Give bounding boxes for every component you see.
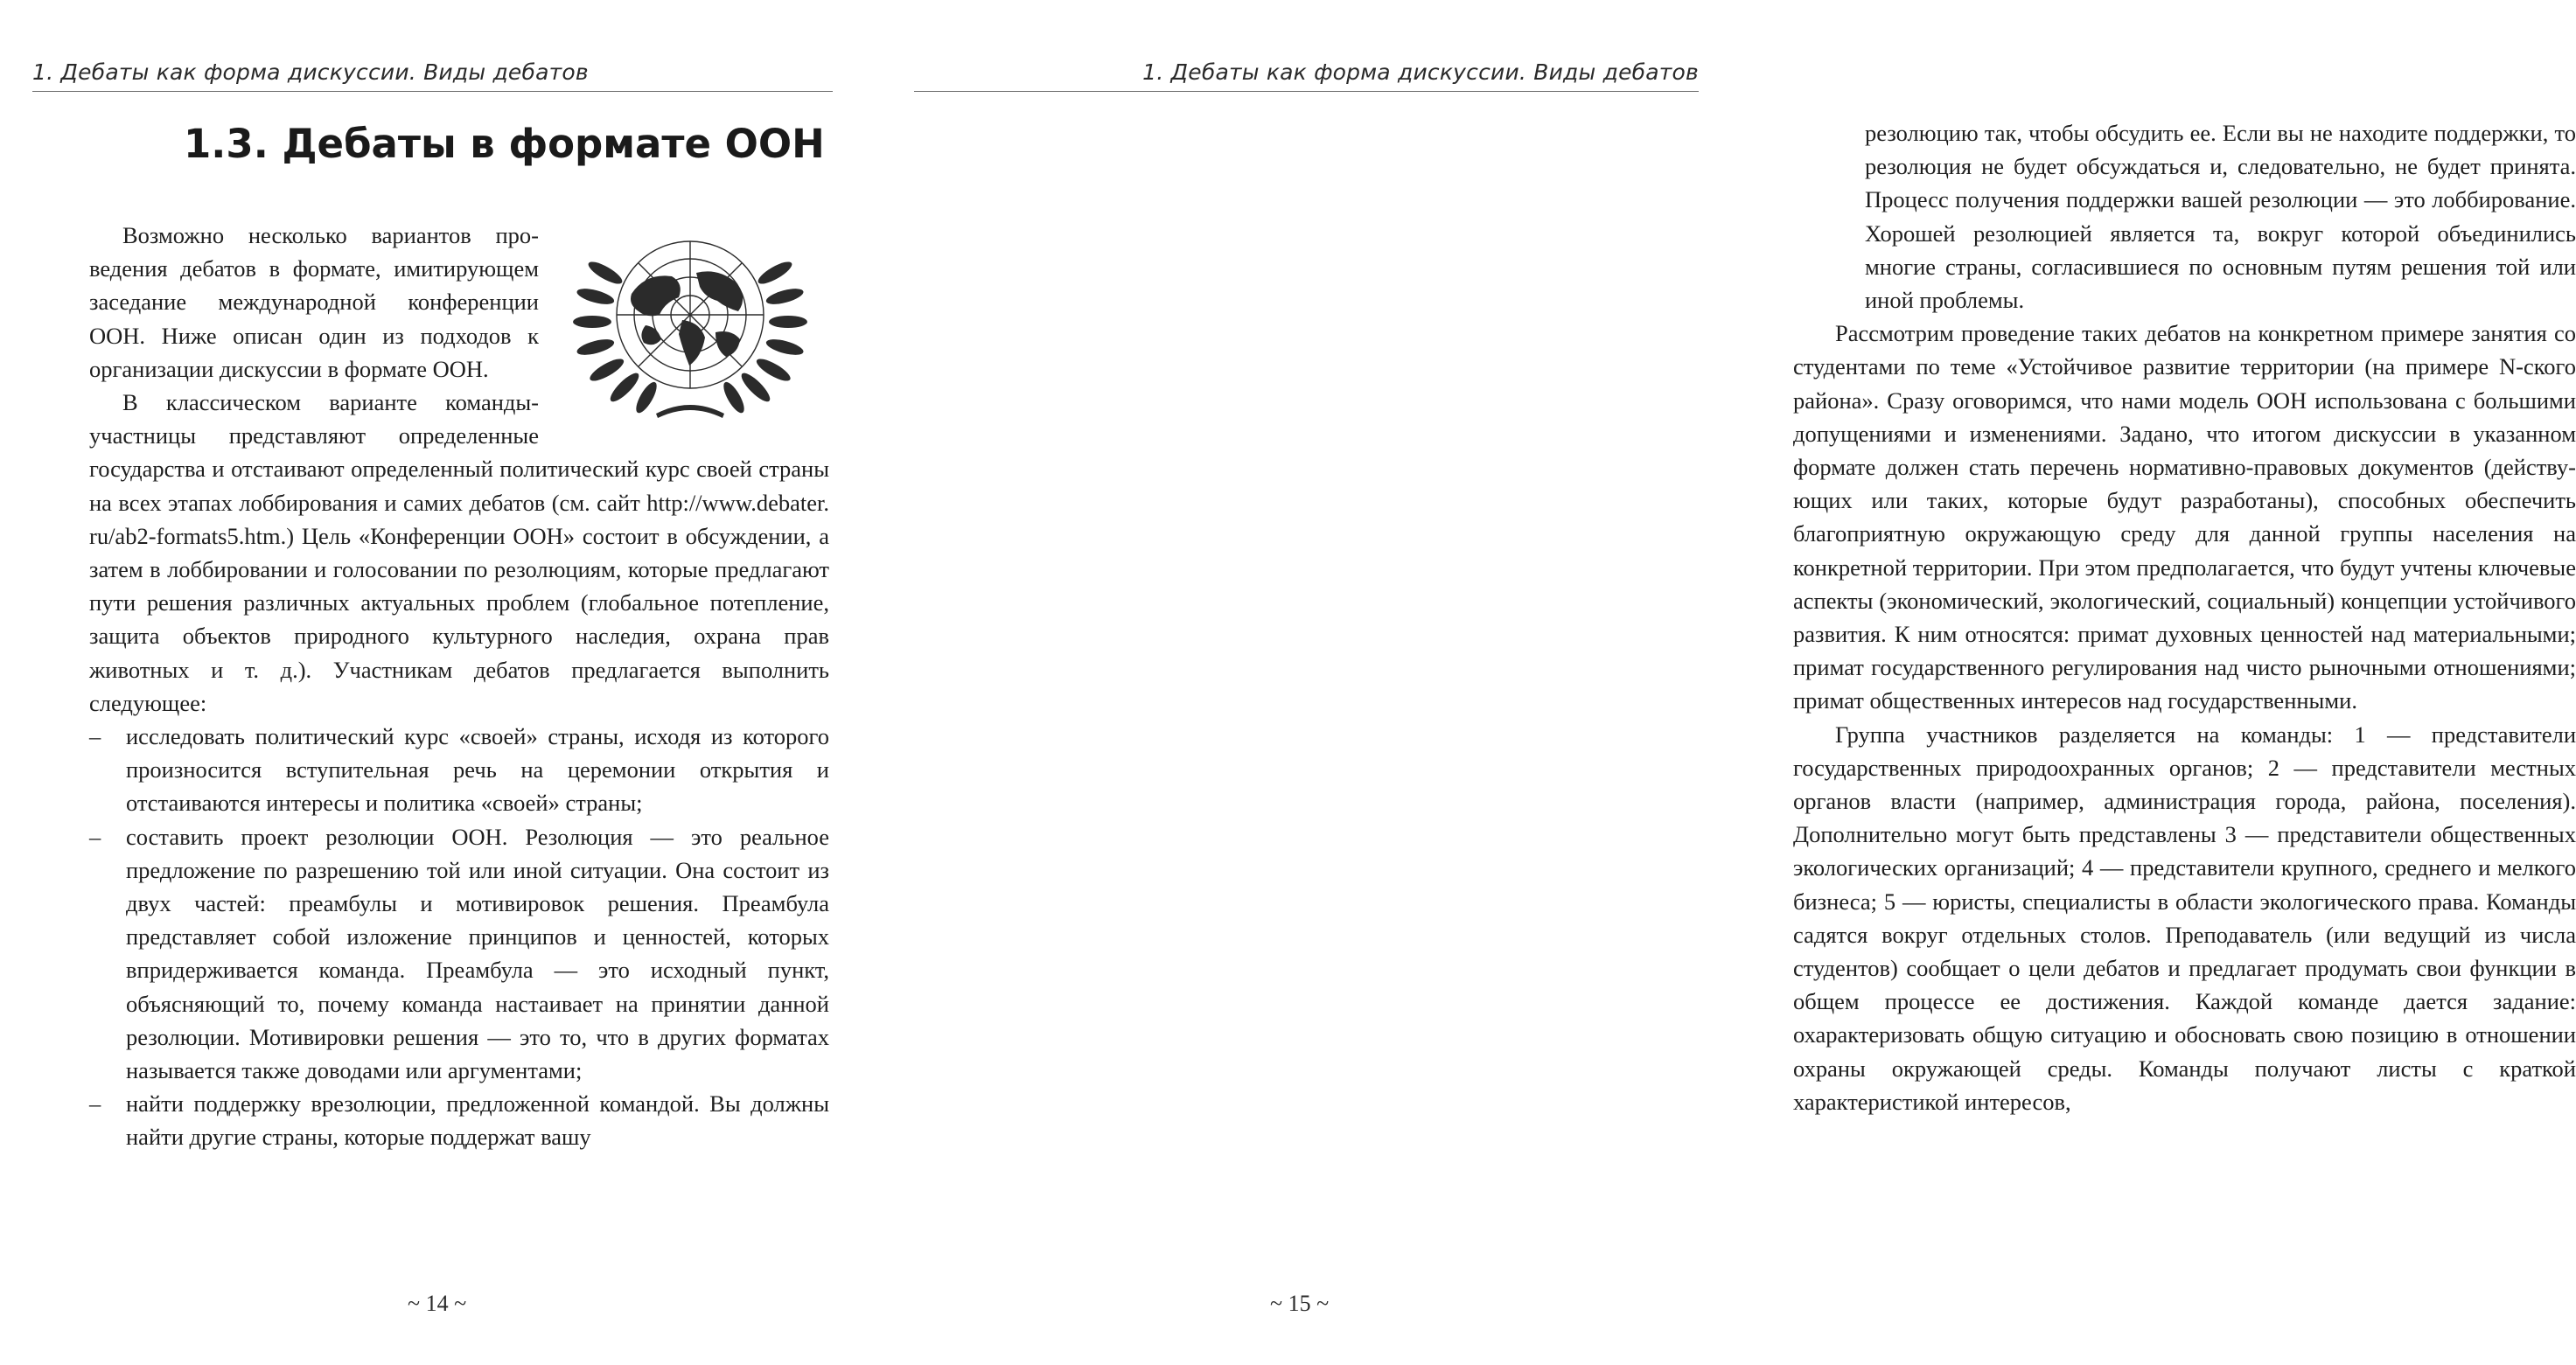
list-item-text: найти поддержку врезолюции, предложенной командой. Вы должны найти другие страны, которые поддержат вашу	[126, 1090, 829, 1151]
list-item	[89, 820, 829, 1088]
task-list	[89, 720, 829, 1154]
dash-bullet: –	[89, 1090, 101, 1118]
left-body-text	[89, 219, 829, 1154]
list-item-text: составить проект резолюции ООН. Резолюция — это реальное предложение по разрешению той или иной ситуации. Она состоит из двух частей: преамбулы и мотивировок решения. Преамбула представляет собой изложение принципов и ценностей, которых впридерживается команда. Преамбула — это исходный пункт, объясняющий то, почему команда настаивает на принятии данной резолюции. Мотивировки решения — это то, что в других форматах называется также доводами или аргументами;	[126, 823, 829, 1084]
dash-bullet: –	[89, 723, 101, 750]
list-item-continuation: резолюцию так, чтобы обсудить ее. Если вы не находите поддержки, то резолюция не будет обсуждаться и, следовательно, не будет принята. Процесс получения поддержки вашей резолюции — это лоббирование. Хорошей резолюцией является та, вокруг которой объединились многие страны, согласившиеся по основным путям решения той или иной проблемы.	[1865, 120, 2576, 314]
right-body-text	[1793, 116, 2576, 1118]
running-head: 1. Дебаты как форма дискуссии. Виды дебатов	[1142, 59, 1699, 85]
list-item	[89, 1087, 829, 1153]
header-rule	[914, 91, 1699, 92]
running-head: 1. Дебаты как форма дискуссии. Виды дебатов	[32, 59, 589, 85]
left-page	[0, 0, 875, 1365]
body-paragraph: В классическом варианте команды-участницы представляют определенные государства и отстаивают определенный политический курс своей страны на всех этапах лоббирования и самих дебатов (см. сайт http://www.debater.​ru/ab2-formats5.htm.) Цель «Конференции ООН» состоит в обсуждении, а затем в лоббировании и голосовании по резолюциям, которые предлагают пути решения различных актуальных проблем (глобальное потепление, защита объектов природного культурного наследия, охрана прав животных и т. д.). Участникам дебатов предлагается выполнить следующее:	[89, 389, 829, 716]
intro-paragraph: Возможно несколько вариантов проведения дебатов в формате, имитирующем заседание международной конференции ООН. Ниже описан один из подходов к организации дискуссии в формате ООН.	[89, 222, 539, 382]
header-rule	[32, 91, 833, 92]
dash-bullet: –	[89, 823, 101, 850]
body-paragraph: Группа участников разделяется на команды: 1 — представители государственных природоохранных органов; 2 — представители местных органов власти (например, администрация города, района, поселения). Дополнительно могут быть представлены 3 — представители общественных экологических организаций; 4 — представители крупного, среднего и мелкого бизнеса; 5 — юристы, специалисты в области экологического права. Команды садятся вокруг отдельных столов. Преподаватель (или ведущий из числа студентов) сообщает о цели дебатов и предлагает продумать свои функции в общем процессе ее достижения. Каждой команде дается задание: охарактеризовать общую ситуацию и обосновать свою позицию в отношении охраны окружающей среды. Команды получают листы с краткой характеристикой интересов,	[1793, 721, 2576, 1115]
list-item-text: исследовать политический курс «своей» страны, исходя из которого произносится вступительная речь на церемонии открытия и отстаиваются интересы и политика «своей» страны;	[126, 723, 829, 817]
un-emblem-icon	[551, 217, 829, 425]
body-paragraph: Рассмотрим проведение таких дебатов на конкретном примере занятия со студентами по теме «Устойчивое развитие территории (на примере N-ского района». Сразу оговоримся, что нами модель ООН использована с большими допущениями и изменениями. Задано, что итогом дискуссии в указанном формате должен стать перечень нормативно-правовых документов (действующих или таких, которые будут разработаны), способных обеспечить благоприятную окружающую среду для данной группы населения на конкретной территории. При этом предполагается, что будут учтены ключевые аспекты (экономический, экологический, социальный) концепции устойчивого развития. К ним относятся: примат духовных ценностей над материальными; примат государственного регулирования над чисто рыночными отношениями; примат общественных интересов над государственными.	[1793, 320, 2576, 714]
right-page	[875, 0, 2576, 1365]
list-item	[89, 720, 829, 820]
page-number: ~ 15 ~	[1270, 1291, 1330, 1316]
section-title: 1.3. Дебаты в формате ООН	[184, 121, 825, 167]
page-number: ~ 14 ~	[408, 1291, 467, 1316]
